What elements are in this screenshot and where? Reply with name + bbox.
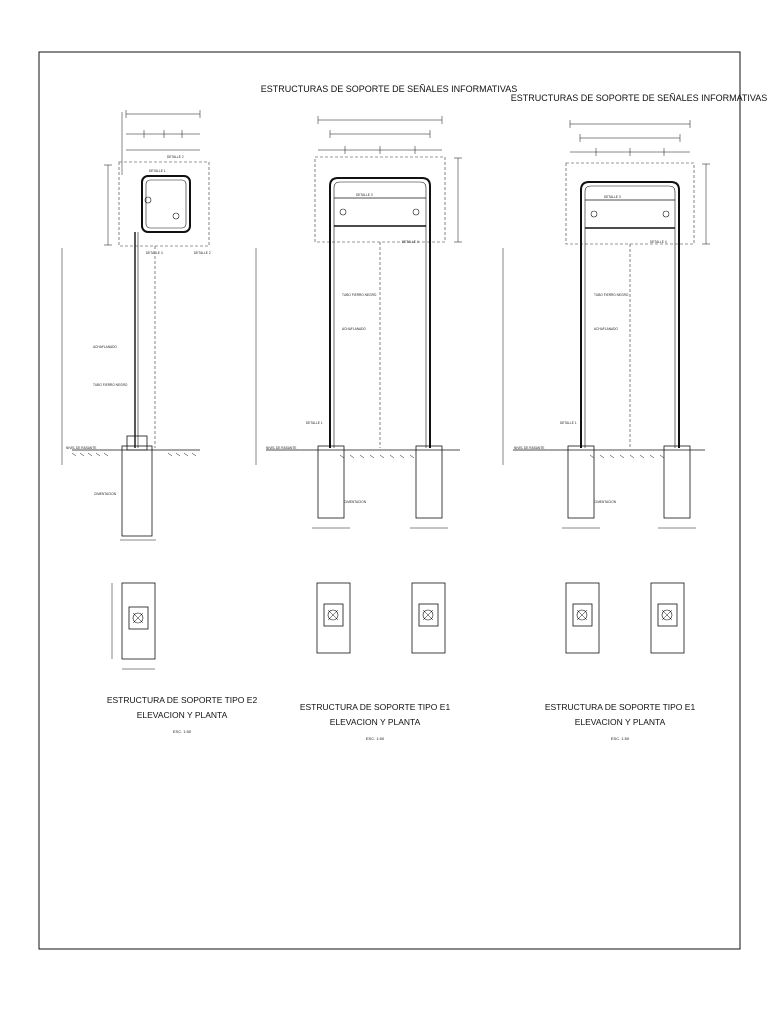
sheet-border (39, 52, 740, 949)
anchor-label: ACHAFLANADO (93, 345, 117, 349)
caption-subtitle: ELEVACION Y PLANTA (329, 717, 421, 727)
tube-label: TUBO FIERRO NEGRO (93, 383, 128, 387)
footing (568, 446, 594, 518)
detail-label: DETALLE 4 (402, 240, 419, 244)
caption-subtitle: ELEVACION Y PLANTA (136, 710, 228, 720)
header-title-1: ESTRUCTURAS DE SOPORTE DE SEÑALES INFORMATIVAS (260, 84, 518, 94)
header-title-2: ESTRUCTURAS DE SOPORTE DE SEÑALES INFORMATIVAS (510, 93, 768, 103)
detail-label: DETALLE 2 (194, 251, 211, 255)
detail-label: DETALLE 1 (306, 421, 323, 425)
plan-view (112, 583, 155, 669)
footing (416, 446, 442, 518)
detail-label: DETALLE 4 (650, 240, 667, 244)
detail-label: DETALLE 1 (149, 169, 166, 173)
anchor-label: ACHAFLANADO (342, 327, 366, 331)
sign-panel-outline (315, 157, 445, 242)
scale-label: ESC. 1:50 (365, 736, 385, 741)
dimension-lines (62, 110, 200, 465)
dimension-lines (256, 116, 462, 465)
footing (318, 446, 344, 518)
ground-label: NIVEL DE RASANTE (266, 446, 297, 450)
footing (664, 446, 690, 518)
detail-label: DETALLE 3 (356, 193, 373, 197)
caption-title: ESTRUCTURA DE SOPORTE TIPO E1 (299, 702, 451, 712)
footing (122, 446, 152, 536)
plan-view (566, 583, 684, 653)
footing-label: CIMENTACION (94, 492, 117, 496)
sign-panel-outline (119, 162, 209, 246)
detail-label: DETALLE 1 (560, 421, 577, 425)
ground-label: NIVEL DE RASANTE (66, 446, 97, 450)
footing-label: CIMENTACION (594, 500, 617, 504)
sign-frame (142, 176, 190, 232)
scale-label: ESC. 1:50 (172, 729, 192, 734)
anchor-label: ACHAFLANADO (594, 327, 618, 331)
drawing-e1-a (256, 116, 462, 741)
detail-label: DETALLE 3 (604, 195, 621, 199)
footing-label: CIMENTACION (344, 500, 367, 504)
caption-title: ESTRUCTURA DE SOPORTE TIPO E2 (106, 695, 258, 705)
tube-label: TUBO FIERRO NEGRO (594, 293, 629, 297)
tube-label: TUBO FIERRO NEGRO (342, 293, 377, 297)
caption-title: ESTRUCTURA DE SOPORTE TIPO E1 (544, 702, 696, 712)
plan-view (317, 583, 445, 653)
drawing-e1-b (503, 120, 710, 741)
drawing-e2 (62, 110, 257, 734)
scale-label: ESC. 1:50 (610, 736, 630, 741)
ground-label: NIVEL DE RASANTE (514, 446, 545, 450)
detail-label: DETALLE 2 (167, 155, 184, 159)
caption-subtitle: ELEVACION Y PLANTA (574, 717, 666, 727)
detail-label: DETALLE 4 (146, 251, 163, 255)
